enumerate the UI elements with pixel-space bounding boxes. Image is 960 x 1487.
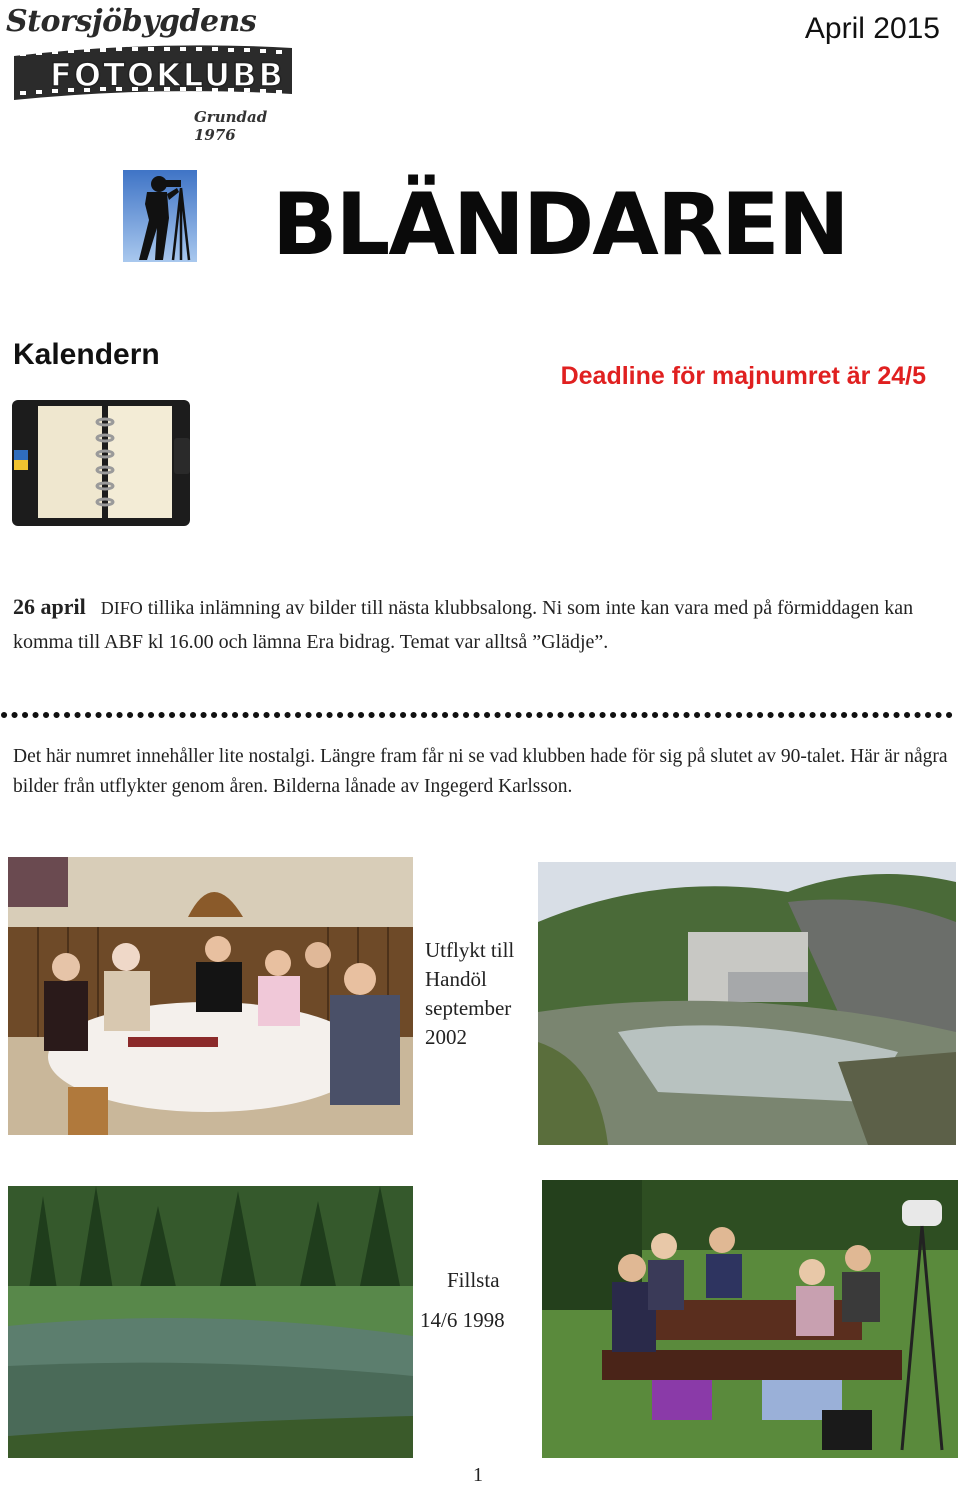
dotted-divider: [0, 707, 960, 723]
deadline-notice: Deadline för majnumret är 24/5: [560, 362, 926, 390]
event-organizer: DIFO: [100, 598, 143, 618]
planner-icon: [12, 398, 192, 528]
quarry-photo: [538, 862, 956, 1145]
handol-caption: [425, 936, 535, 1052]
photographer-icon: [123, 170, 197, 262]
page-number: 1: [473, 1464, 483, 1486]
lake-photo: [8, 1186, 413, 1458]
handol-caption-line-3: september: [425, 996, 512, 1020]
handol-caption-line-1: Utflykt till: [425, 938, 515, 962]
newsletter-title: BLÄNDAREN: [272, 175, 848, 275]
calendar-event: [13, 590, 948, 659]
calendar-heading: Kalendern: [13, 338, 160, 371]
logo-text-club: FOTOKLUBB: [50, 56, 285, 94]
handol-caption-line-4: 2002: [425, 1025, 467, 1049]
fillsta-caption-place: Fillsta: [447, 1268, 500, 1292]
issue-date: April 2015: [804, 12, 940, 45]
intro-paragraph: Det här numret innehåller lite nostalgi. Längre fram får ni se vad klubben hade för sig på slutet av 90-talet. Här är några bilder från utflykter genom åren. Bilderna lånade av Ingegerd Karlsson.: [13, 746, 948, 797]
club-logo: [6, 4, 296, 144]
logo-founded: Grundad 1976: [194, 108, 268, 144]
fillsta-caption-date: 14/6 1998: [420, 1308, 505, 1332]
handol-caption-line-2: Handöl: [425, 967, 487, 991]
event-description: tillika inlämning av bilder till nästa klubbsalong. Ni som inte kan vara med på förmiddagen kan komma till ABF kl 16.00 och lämna Era bidrag. Temat var alltså ”Glädje”.: [13, 597, 914, 653]
picnic-photo: [542, 1180, 958, 1458]
event-date: 26 april: [13, 594, 86, 619]
dinner-photo: [8, 857, 413, 1135]
logo-text-top: Storsjöbygdens: [6, 4, 257, 39]
